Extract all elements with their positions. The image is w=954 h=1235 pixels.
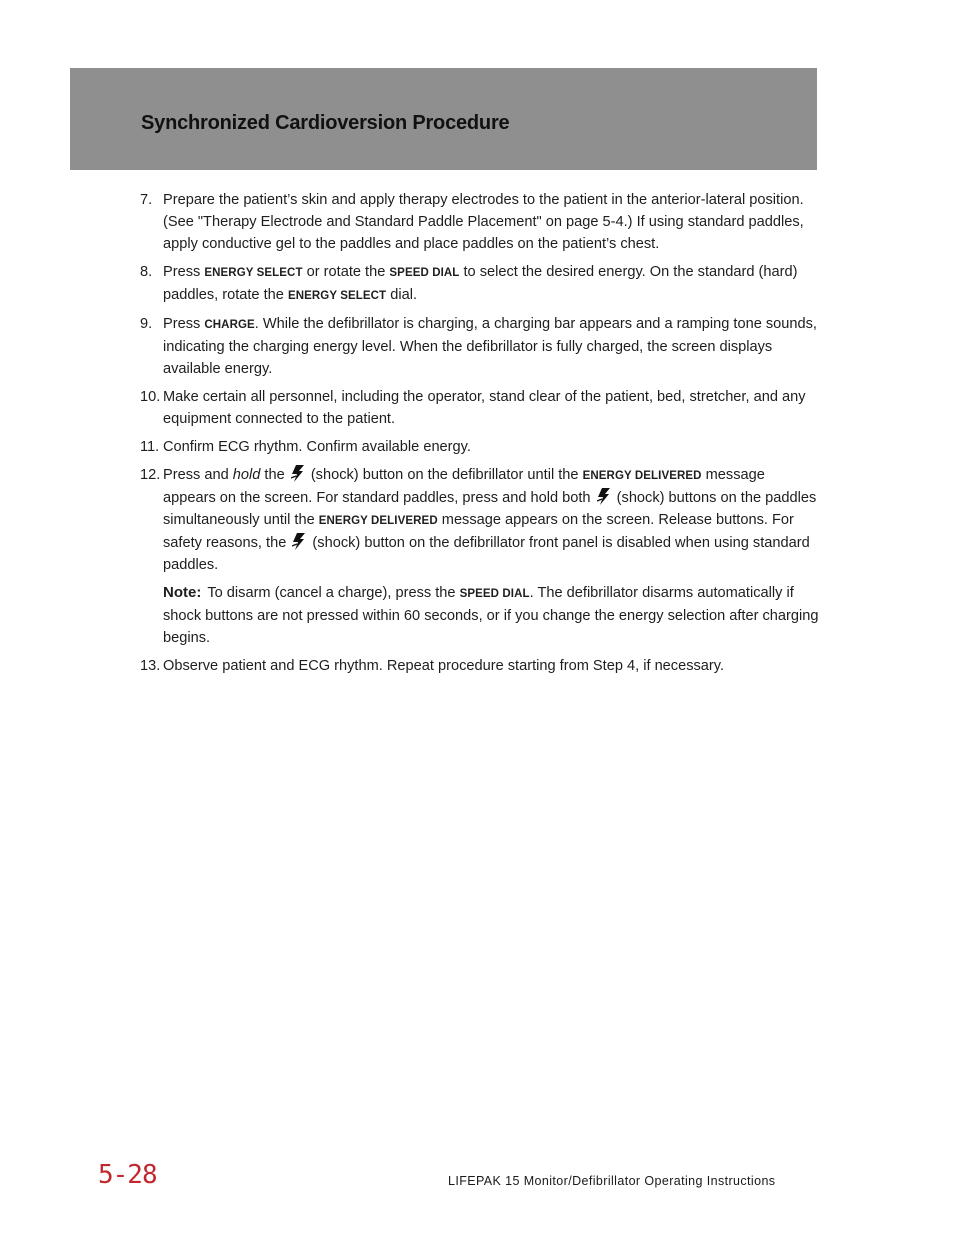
shock-lightning-icon	[292, 533, 306, 550]
charge-key: CHARGE	[204, 319, 255, 331]
page-number: 5-28	[98, 1160, 157, 1190]
step-7	[140, 189, 820, 255]
step-text: Make certain all personnel, including the operator, stand clear of the patient, bed, stretcher, and any equipment connected to the patient.	[163, 389, 806, 427]
speed-dial-key: SPEED DIAL	[459, 588, 530, 600]
step-text: message appears on the screen. For standard paddles, press and hold both	[163, 467, 765, 506]
note-text: To disarm (cancel a charge), press the	[207, 585, 460, 601]
note-text: . The defibrillator disarms automatically if shock buttons are not pressed within 60 seconds, or if you change the energy selection after charging begins.	[163, 585, 819, 646]
step-text: Confirm ECG rhythm. Confirm available energy.	[163, 439, 471, 455]
energy-select-key: ENERGY SELECT	[204, 267, 303, 279]
step-text: . While the defibrillator is charging, a charging bar appears and a ramping tone sounds, indicating the charging energy level. When the defibrillator is fully charged, the screen displays available energy.	[163, 316, 817, 377]
step-text: Observe patient and ECG rhythm. Repeat procedure starting from Step 4, if necessary.	[163, 658, 725, 674]
step-text: Press	[163, 264, 205, 280]
speed-dial-key: SPEED DIAL	[389, 267, 460, 279]
step-number: 8.	[140, 264, 153, 280]
step-text: dial.	[386, 287, 418, 303]
step-text: or rotate the	[302, 264, 390, 280]
note-label: Note:	[163, 584, 202, 601]
step-number: 11.	[140, 439, 160, 455]
step-text: the	[260, 467, 289, 483]
step-number: 9.	[140, 316, 153, 332]
step-text: Prepare the patient’s skin and apply therapy electrodes to the patient in the anterior-lateral position. (See "Therapy Electrode and Standard Paddle Placement" on page 5-4.) If using standard paddles, apply conductive gel to the paddles and place paddles on the patient’s chest.	[163, 192, 804, 252]
hold-emphasis: hold	[232, 467, 261, 483]
step-text: Press and	[163, 467, 233, 483]
section-title: Synchronized Cardioversion Procedure	[141, 112, 510, 134]
step-text: to select the desired energy. On the standard (hard) paddles, rotate the	[163, 264, 798, 303]
step-text: Press	[163, 316, 205, 332]
step-number: 10.	[140, 389, 161, 405]
step-text: (shock) button on the defibrillator until the	[306, 467, 583, 483]
shock-lightning-icon	[597, 488, 611, 505]
step-11	[140, 436, 820, 458]
step-number: 13.	[140, 658, 161, 674]
step-text: (shock) buttons on the paddles simultaneously until the	[163, 490, 817, 528]
procedure-steps	[140, 189, 820, 683]
energy-delivered-message: ENERGY DELIVERED	[582, 470, 702, 482]
step-text: (shock) button on the defibrillator front panel is disabled when using standard paddles.	[163, 535, 810, 573]
shock-lightning-icon	[291, 465, 305, 482]
step-12	[140, 464, 820, 576]
step-9	[140, 313, 820, 380]
step-8	[140, 261, 820, 307]
step-number: 7.	[140, 192, 153, 208]
step-10	[140, 386, 820, 430]
energy-delivered-message: ENERGY DELIVERED	[318, 515, 438, 527]
note-block	[140, 582, 820, 649]
energy-select-key: ENERGY SELECT	[287, 290, 387, 302]
section-header-band	[70, 68, 817, 170]
step-text: message appears on the screen. Release buttons. For safety reasons, the	[163, 512, 794, 551]
footer-document-title: LIFEPAK 15 Monitor/Defibrillator Operating Instructions	[448, 1174, 776, 1188]
step-number: 12.	[140, 467, 161, 483]
step-13	[140, 655, 820, 677]
